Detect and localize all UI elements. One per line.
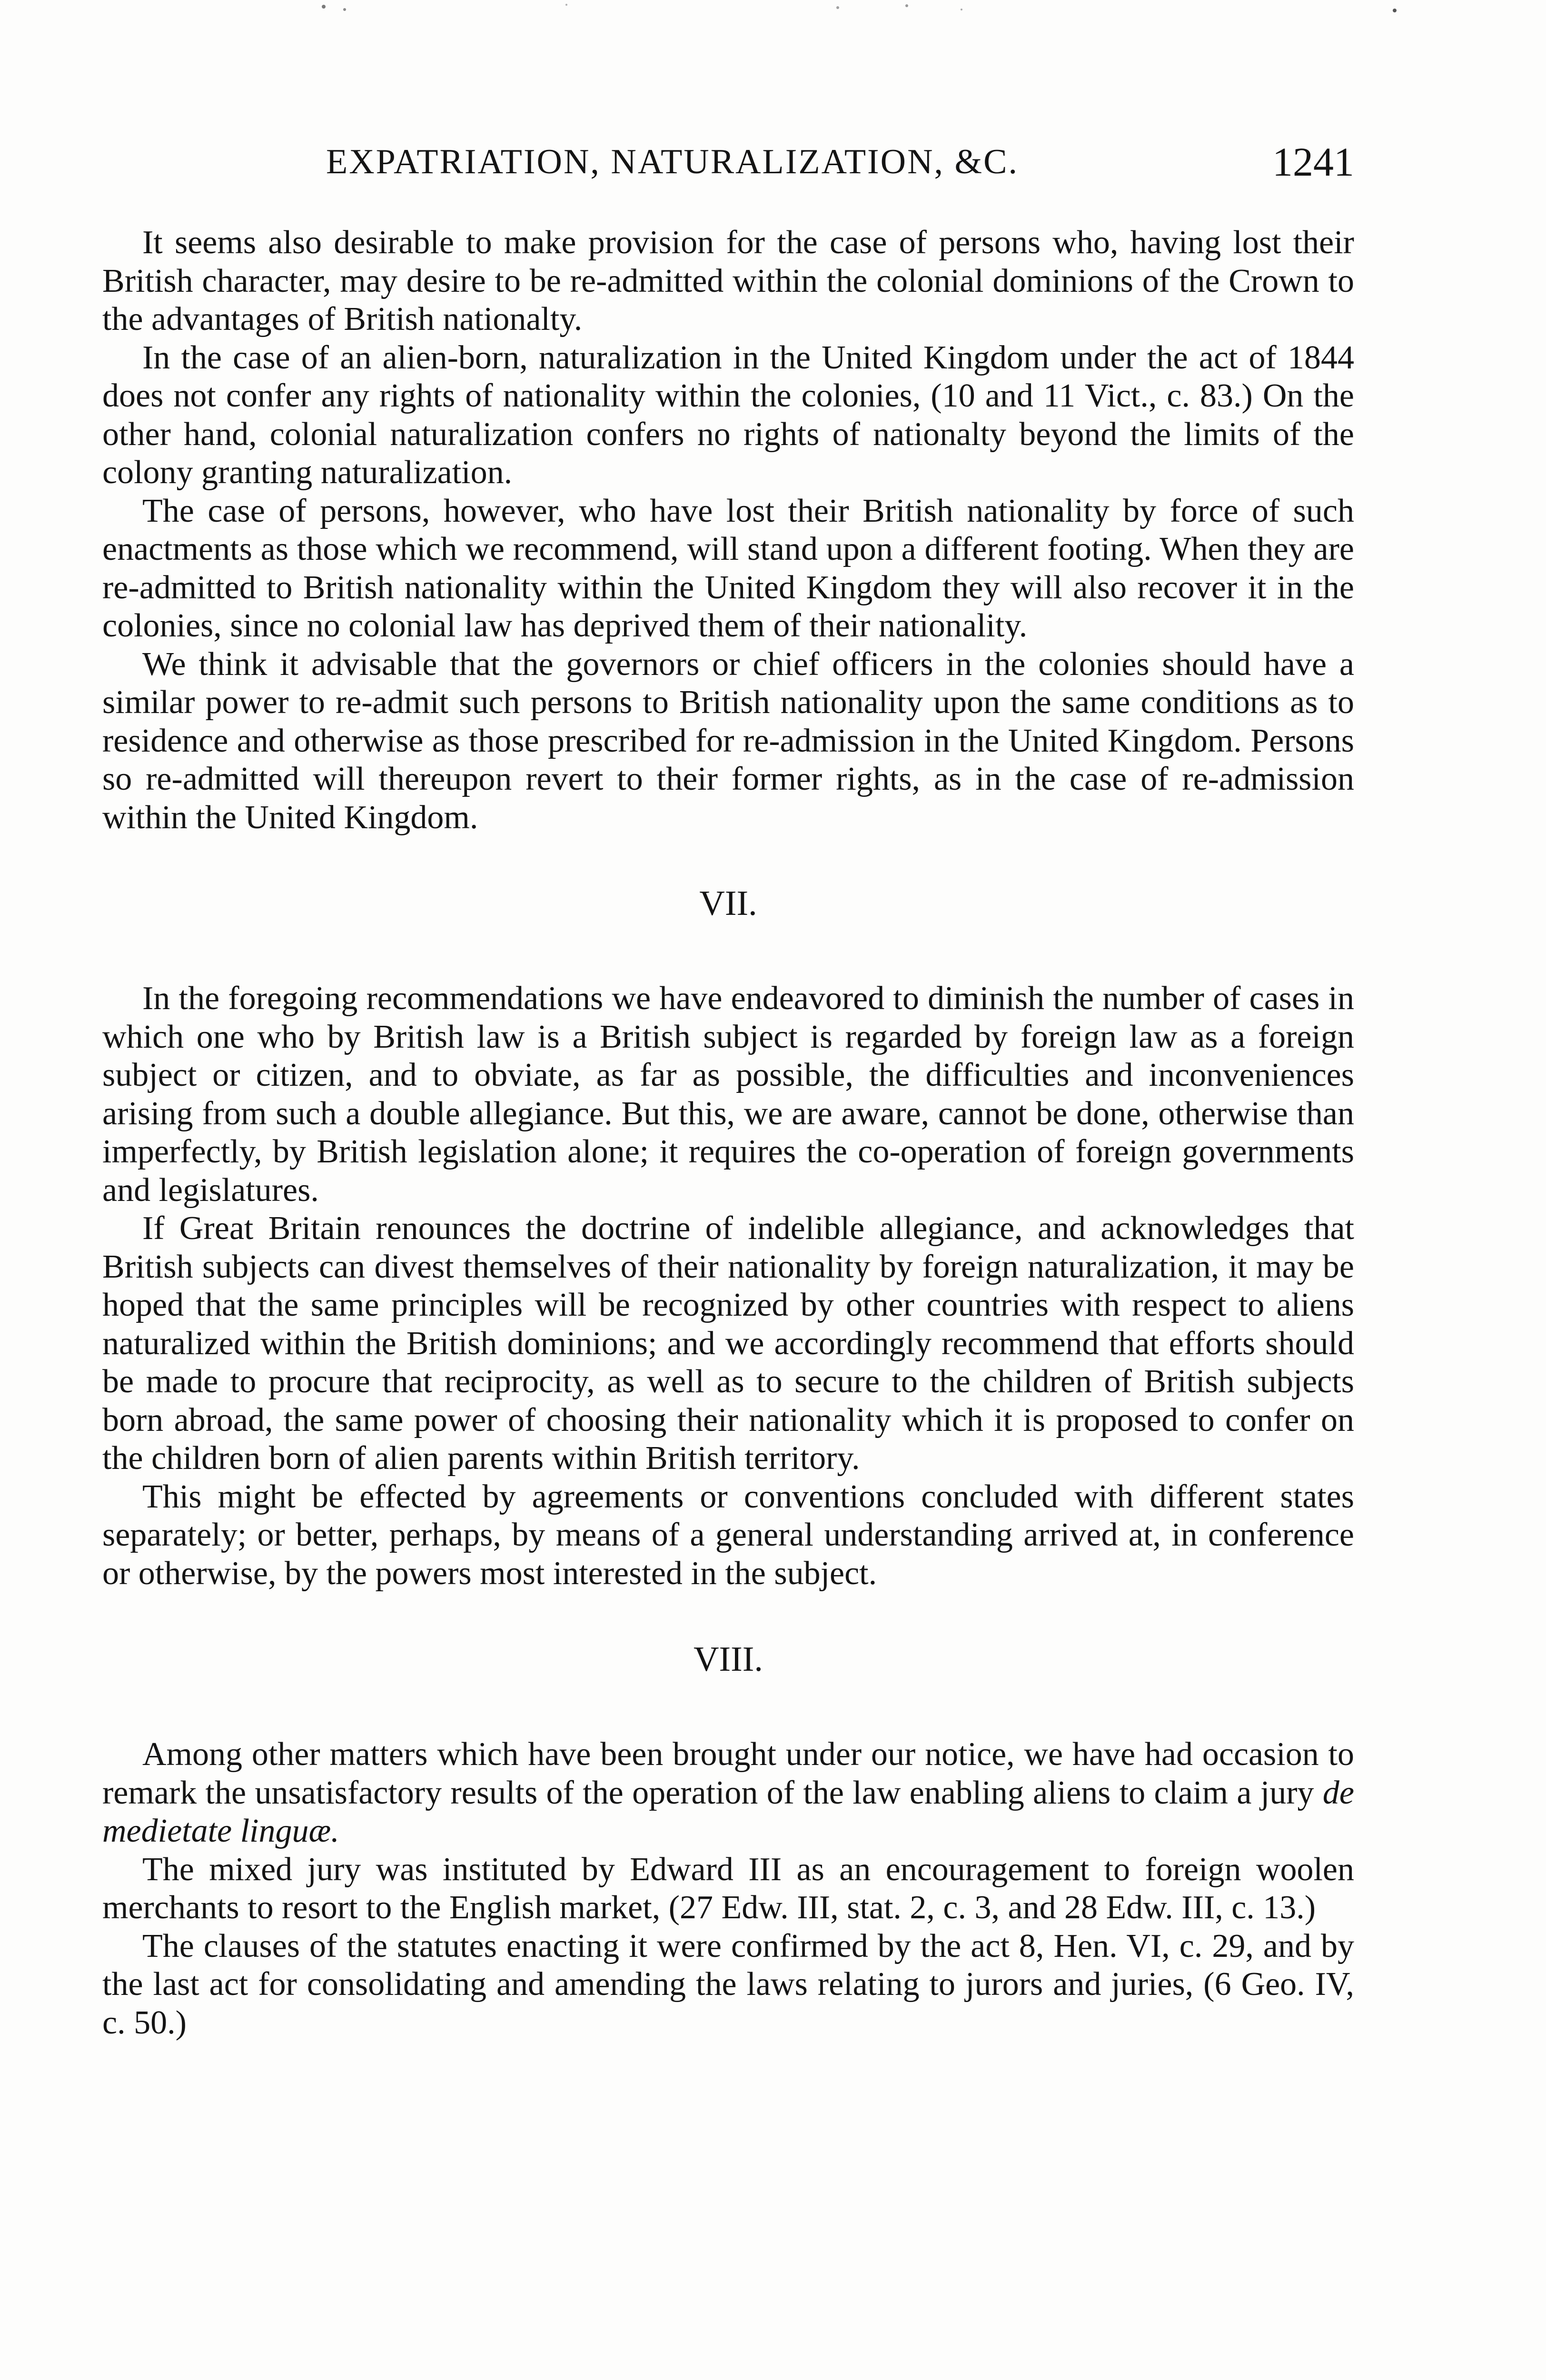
paragraph-jury-de-medietate [102, 1735, 1354, 1851]
paragraph-agreements-conventions: This might be effected by agreements or conventions concluded with different states separately; or better, perhaps, by means of a general understanding arrived at, in conference or otherwise, by the powers most interested in the subject. [102, 1478, 1354, 1592]
paragraph-jury-text: Among other matters which have been brought under our notice, we have had occasion to remark the unsatisfactory results of the operation of the law enabling aliens to claim a jury [102, 1736, 1354, 1811]
paragraph-foregoing-recommendations: In the foregoing recommendations we have endeavored to diminish the number of cases in which one who by British law is a British subject is regarded by foreign law as a foreign subject or citizen, and to obviate, as far as possible, the difficulties and inconveniences arising from such a double allegiance. But this, we are aware, cannot be done, otherwise than imperfectly, by British legislation alone; it requires the co-operation of foreign governments and legislatures. [102, 980, 1354, 1209]
paragraph-statute-clauses: The clauses of the statutes enacting it were confirmed by the act 8, Hen. VI, c. 29, and by the last act for consolidating and amending the laws relating to jurors and juries, (6 Geo. IV, c. 50.) [102, 1927, 1354, 2041]
paragraph-indelible-allegiance: If Great Britain renounces the doctrine of indelible allegiance, and acknowledges that British subjects can divest themselves of their nationality by foreign naturalization, it may be hoped that the same principles will be recognized by other countries with respect to aliens naturalized within the British dominions; and we accordingly recommend that efforts should be made to procure that reciprocity, as well as to secure to the children of British subjects born abroad, the same power of choosing their nationality which it is proposed to confer on the children born of alien parents within British territory. [102, 1210, 1354, 1477]
section-heading-vii: VII. [699, 884, 757, 923]
paragraph-mixed-jury: The mixed jury was instituted by Edward III as an encouragement to foreign woolen merchants to resort to the English market, (27 Edw. III, stat. 2, c. 3, and 28 Edw. III, c. 13.) [102, 1851, 1354, 1926]
paragraph-lost-nationality: The case of persons, however, who have lost their British nationality by force of such enactments as those which we recommend, will stand upon a different footing. When they are re-admitted to British nationality within the United Kingdom they will also recover it in the colonies, since no colonial law has deprived them of their nationality. [102, 492, 1354, 644]
page-header [102, 138, 1354, 190]
scan-speckle-decoration [0, 0, 1546, 33]
latin-phrase: de medietate linguæ. [102, 1774, 1354, 1849]
page-number: 1241 [1272, 139, 1354, 185]
paragraph-alien-born-naturalization: In the case of an alien-born, naturalization in the United Kingdom under the act of 1844 does not confer any rights of nationality within the colonies, (10 and 11 Vict., c. 83.) On the other hand, colonial naturalization confers no rights of nationalty beyond the limits of the colony granting naturalization. [102, 339, 1354, 491]
document-body [102, 224, 1354, 2042]
section-heading-viii: VIII. [694, 1640, 763, 1679]
paragraph-readmission-colonies: It seems also desirable to make provision for the case of persons who, having lost their British character, may desire to be re-admitted within the colonial dominions of the Crown to the advantages of British nationalty. [102, 224, 1354, 337]
running-head: EXPATRIATION, NATURALIZATION, &C. [326, 142, 1019, 181]
paragraph-governors-power: We think it advisable that the governors or chief officers in the colonies should have a similar power to re-admit such persons to British nationality upon the same conditions as to residence and otherwise as those prescribed for re-admission in the United Kingdom. Persons so re-admitted will thereupon revert to their former rights, as in the case of re-admission within the United Kingdom. [102, 645, 1354, 836]
